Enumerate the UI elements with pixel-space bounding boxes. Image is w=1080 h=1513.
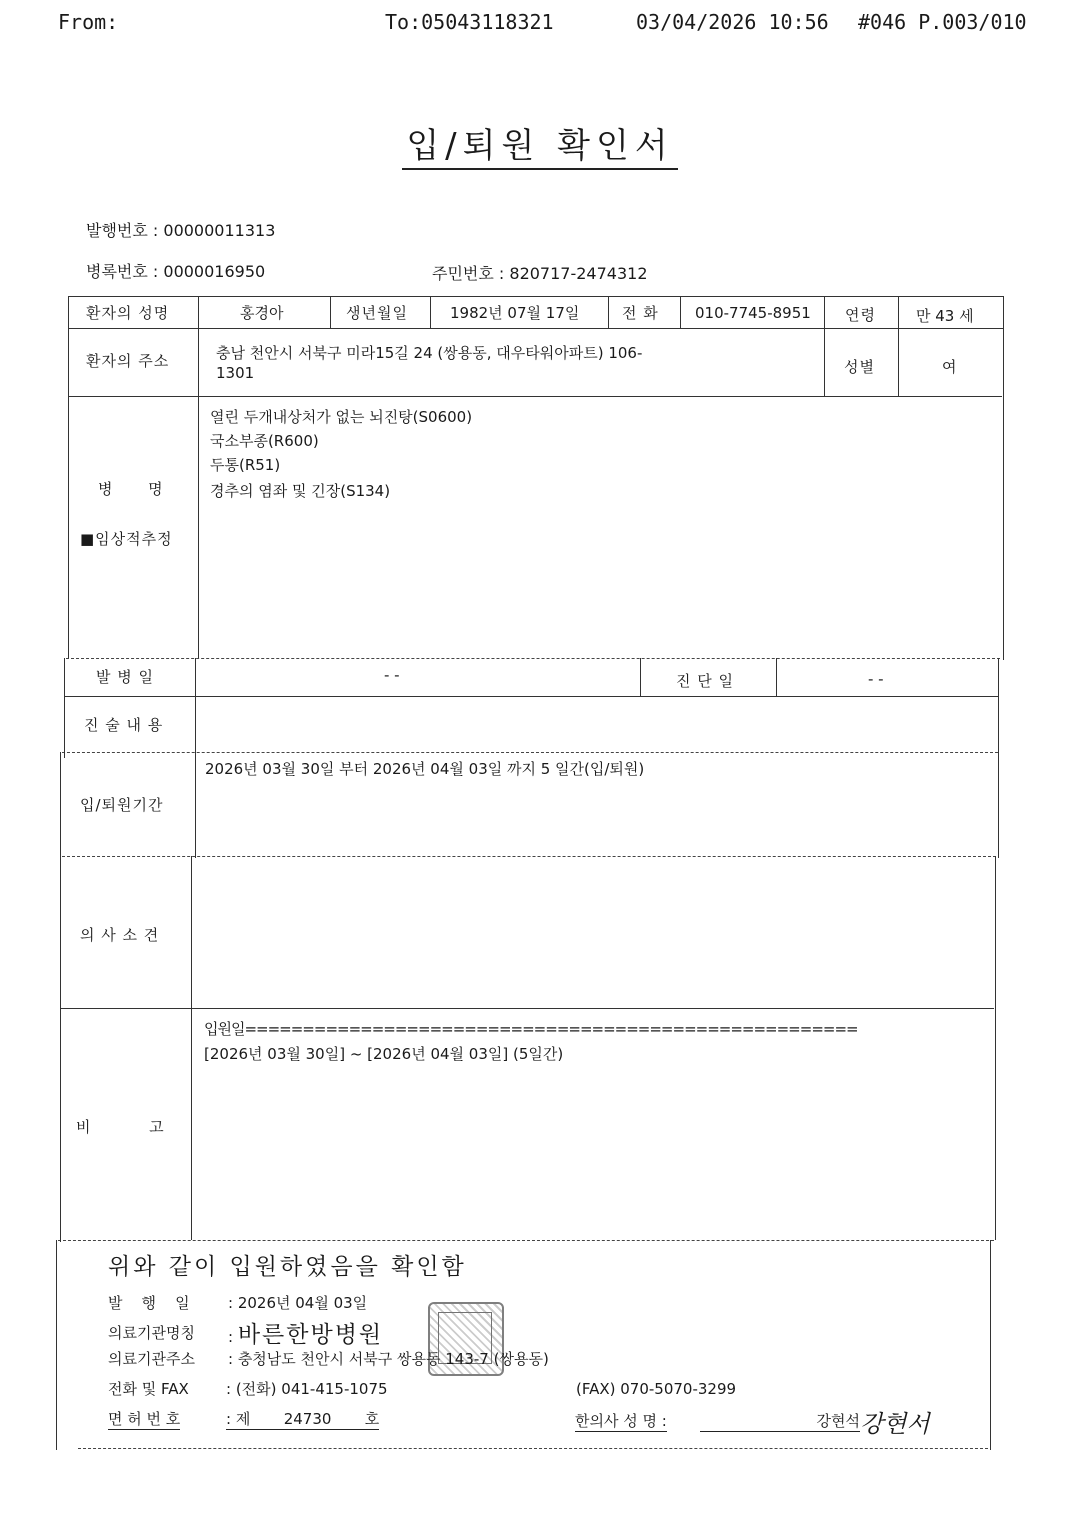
- diagnosis-item: 두통(R51): [210, 456, 281, 474]
- sex-label: 성별: [844, 358, 875, 376]
- hospital-address-label: 의료기관주소: [108, 1350, 195, 1368]
- birth-date: 1982년 07월 17일: [450, 304, 580, 322]
- record-number: 병록번호 : 0000016950: [86, 262, 266, 281]
- resident-number: 주민번호 : 820717-2474312: [432, 264, 648, 283]
- fax-to: To:05043118321: [385, 10, 554, 34]
- confirmation-statement: 위와 같이 입원하였음을 확인함: [108, 1254, 467, 1280]
- statement-label: 진 술 내 용: [84, 716, 164, 734]
- diagnosis-item: 경추의 염좌 및 긴장(S134): [210, 482, 391, 500]
- patient-sex: 여: [942, 358, 957, 376]
- address-line2: 1301: [216, 364, 255, 382]
- phone-label: 전 화: [622, 304, 659, 322]
- hospital-name-label: 의료기관명칭: [108, 1324, 195, 1342]
- diagnosis-item: 열린 두개내상처가 없는 뇌진탕(S0600): [210, 408, 473, 426]
- admission-period-label: 입/퇴원기간: [80, 796, 164, 814]
- age-label: 연령: [845, 306, 876, 324]
- fax-page: #046 P.003/010: [858, 10, 1027, 34]
- hospital-name: 바른한방병원: [237, 1322, 384, 1348]
- hospital-fax: (FAX) 070-5070-3299: [576, 1380, 737, 1398]
- hospital-address: : 충청남도 천안시 서북구 쌍용동 143-7 (쌍용동): [228, 1350, 549, 1368]
- remarks-line1: 입원일=====================================================: [204, 1020, 858, 1038]
- clinical-estimate-label: ■임상적추정: [80, 530, 173, 548]
- remarks-label: 비 고: [76, 1118, 165, 1136]
- issue-date: : 2026년 04월 03일: [228, 1294, 368, 1312]
- doctor-name: 강현석: [700, 1410, 860, 1432]
- address-line1: 충남 천안시 서북구 미라15길 24 (쌍용동, 대우타워아파트) 106-: [216, 344, 643, 362]
- birth-label: 생년월일: [346, 304, 408, 322]
- doctor-name-label: 한의사 성 명 :: [575, 1412, 667, 1430]
- patient-name-label: 환자의 성명: [86, 304, 170, 322]
- diagnosis-date-label: 진 단 일: [676, 672, 735, 690]
- fax-datetime: 03/04/2026 10:56: [636, 10, 829, 34]
- diagnosis-label: 병 명: [98, 480, 164, 498]
- fax-from: From:: [58, 10, 119, 34]
- patient-name: 홍경아: [240, 304, 284, 322]
- remarks-line2: [2026년 03월 30일] ~ [2026년 04월 03일] (5일간): [204, 1045, 564, 1063]
- admission-period: 2026년 03월 30일 부터 2026년 04월 03일 까지 5 일간(입/퇴원): [205, 760, 645, 778]
- document-title: 입/퇴원 확인서: [0, 118, 1080, 167]
- onset-date: - -: [384, 666, 400, 684]
- issue-date-label: 발 행 일: [108, 1294, 190, 1312]
- license-number: : 제 24730 호: [226, 1410, 380, 1428]
- doctor-signature: 강현서: [860, 1410, 930, 1438]
- issue-number: 발행번호 : 00000011313: [86, 221, 276, 240]
- diagnosis-date: - -: [868, 670, 884, 688]
- onset-label: 발 병 일: [96, 668, 155, 686]
- doctor-opinion-label: 의 사 소 견: [80, 926, 160, 944]
- address-label: 환자의 주소: [86, 352, 170, 370]
- hospital-name-row: : 바른한방병원: [228, 1322, 384, 1348]
- diagnosis-item: 국소부종(R600): [210, 432, 319, 450]
- license-label: 면 허 번 호: [108, 1410, 181, 1428]
- patient-age: 만 43 세: [916, 307, 974, 325]
- phone-fax-label: 전화 및 FAX: [108, 1380, 189, 1398]
- patient-phone: 010-7745-8951: [695, 304, 811, 322]
- hospital-phone: : (전화) 041-415-1075: [226, 1380, 388, 1398]
